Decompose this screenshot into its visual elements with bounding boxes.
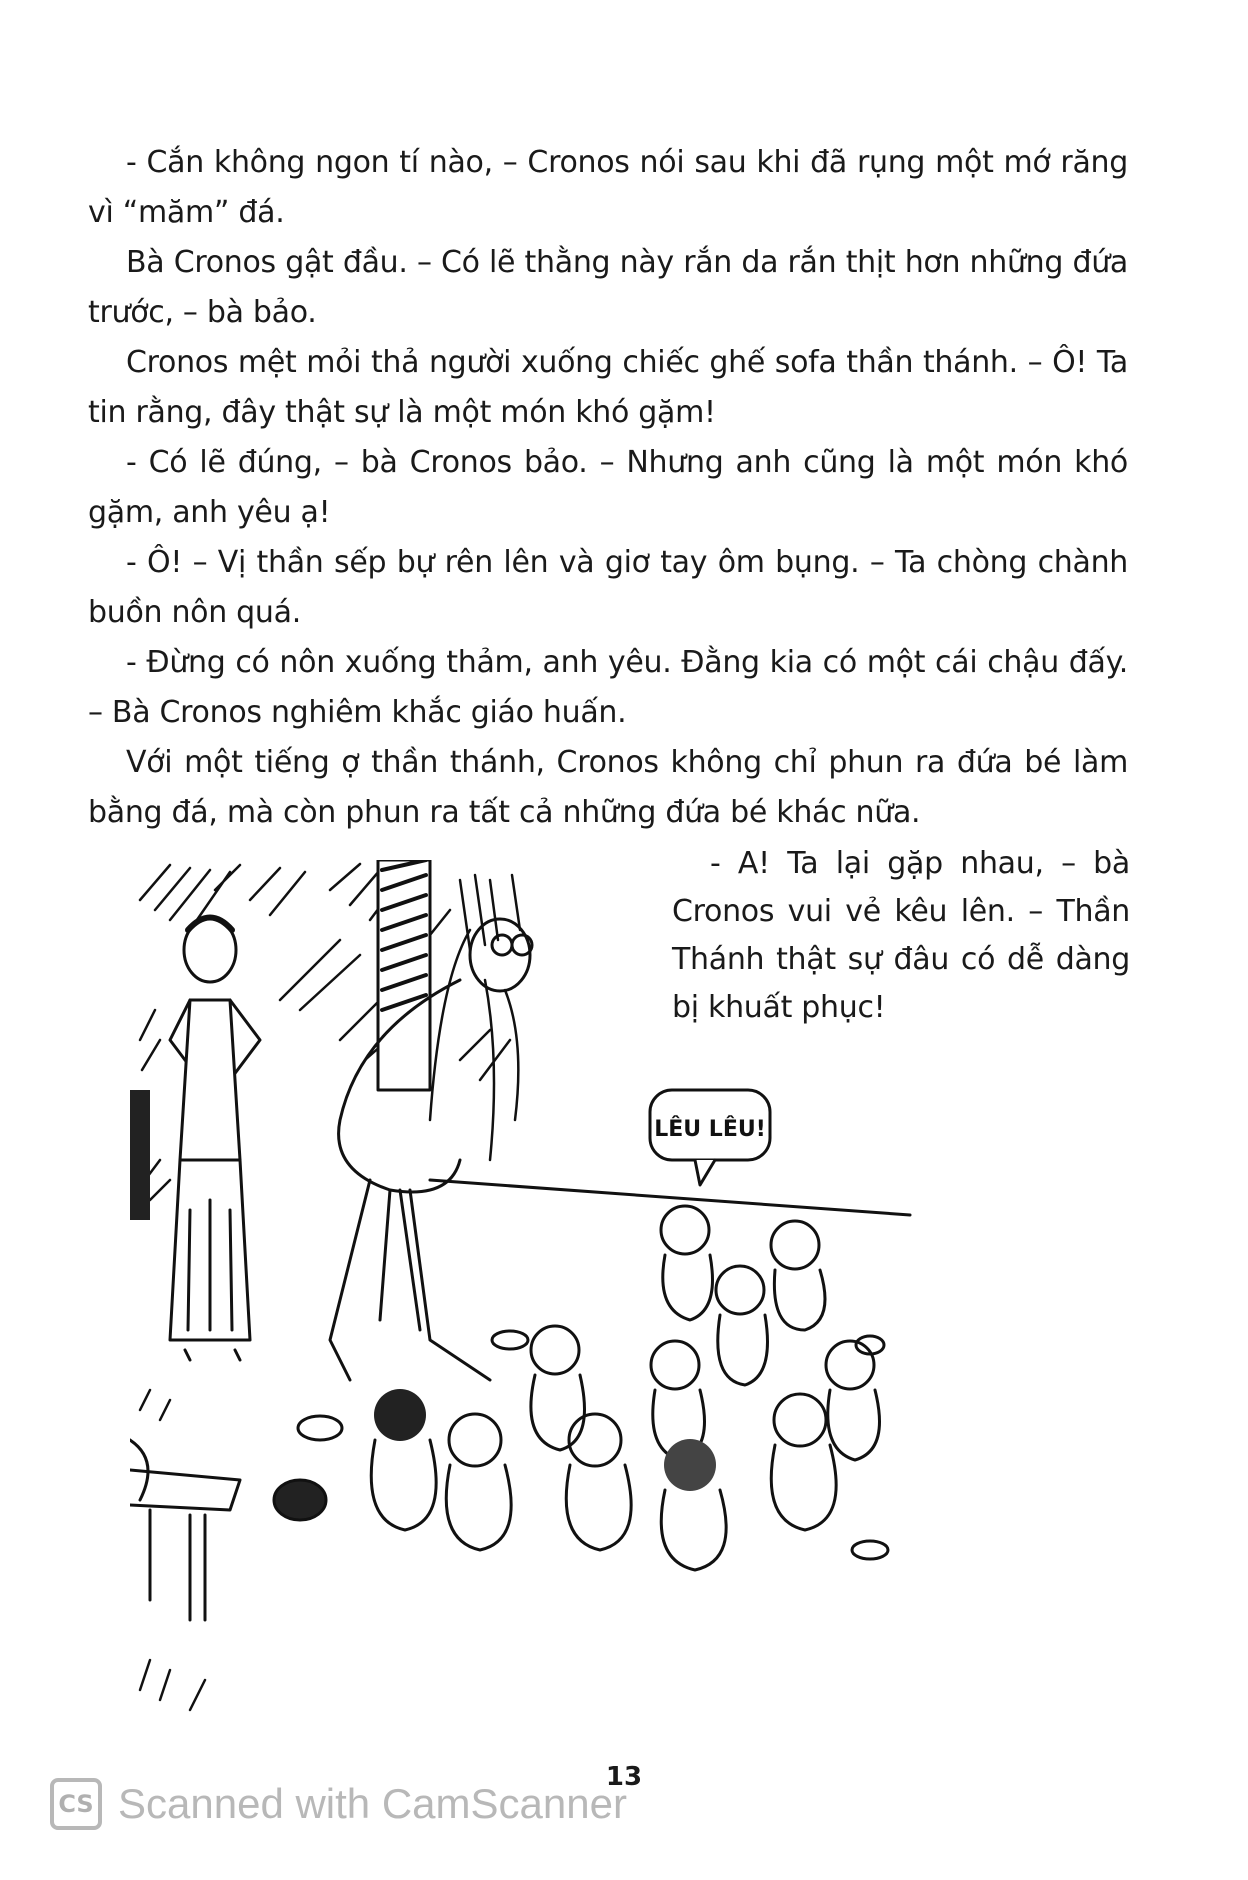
table <box>130 1440 240 1620</box>
camscanner-logo-label: CS <box>58 1790 94 1818</box>
camscanner-logo-icon <box>50 1778 102 1830</box>
children-group <box>371 1206 879 1570</box>
paragraph-6: - Đừng có nôn xuống thảm, anh yêu. Đằng kia có một cái chậu đấy. – Bà Cronos nghiêm khắc giáo huấn. <box>88 645 1128 730</box>
page-number: 13 <box>605 1762 643 1792</box>
paragraph-1: - Cắn không ngon tí nào, – Cronos nói sau khi đã rụng một mớ răng vì “măm” đá. <box>88 145 1128 230</box>
paragraph-3: Cronos mệt mỏi thả người xuống chiếc ghế sofa thần thánh. – Ô! Ta tin rằng, đây thật sự là một món khó gặm! <box>88 345 1128 430</box>
side-paragraph: - A! Ta lại gặp nhau, – bà Cronos vui vẻ kêu lên. – Thần Thánh thật sự đâu có dễ dàng bị khuất phục! <box>672 846 1130 1025</box>
paragraph-7: Với một tiếng ợ thần thánh, Cronos không chỉ phun ra đứa bé làm bằng đá, mà còn phun ra tất cả những đứa bé khác nữa. <box>88 745 1128 830</box>
paragraph-4: - Có lẽ đúng, – bà Cronos bảo. – Nhưng anh cũng là một món khó gặm, anh yêu ạ! <box>88 445 1128 530</box>
paragraph-2: Bà Cronos gật đầu. – Có lẽ thằng này rắn da rắn thịt hơn những đứa trước, – bà bảo. <box>88 245 1128 330</box>
speech-bubble-text: LÊU LÊU! <box>654 1117 766 1142</box>
cartoon-illustration <box>130 860 1090 1720</box>
paragraph-5: - Ô! – Vị thần sếp bự rên lên và giơ tay ôm bụng. – Ta chòng chành buồn nôn quá. <box>88 545 1128 630</box>
watermark-text: Scanned with CamScanner <box>118 1780 627 1827</box>
camscanner-watermark <box>50 1778 627 1830</box>
body-text <box>88 138 1128 838</box>
woman-figure <box>170 918 260 1361</box>
